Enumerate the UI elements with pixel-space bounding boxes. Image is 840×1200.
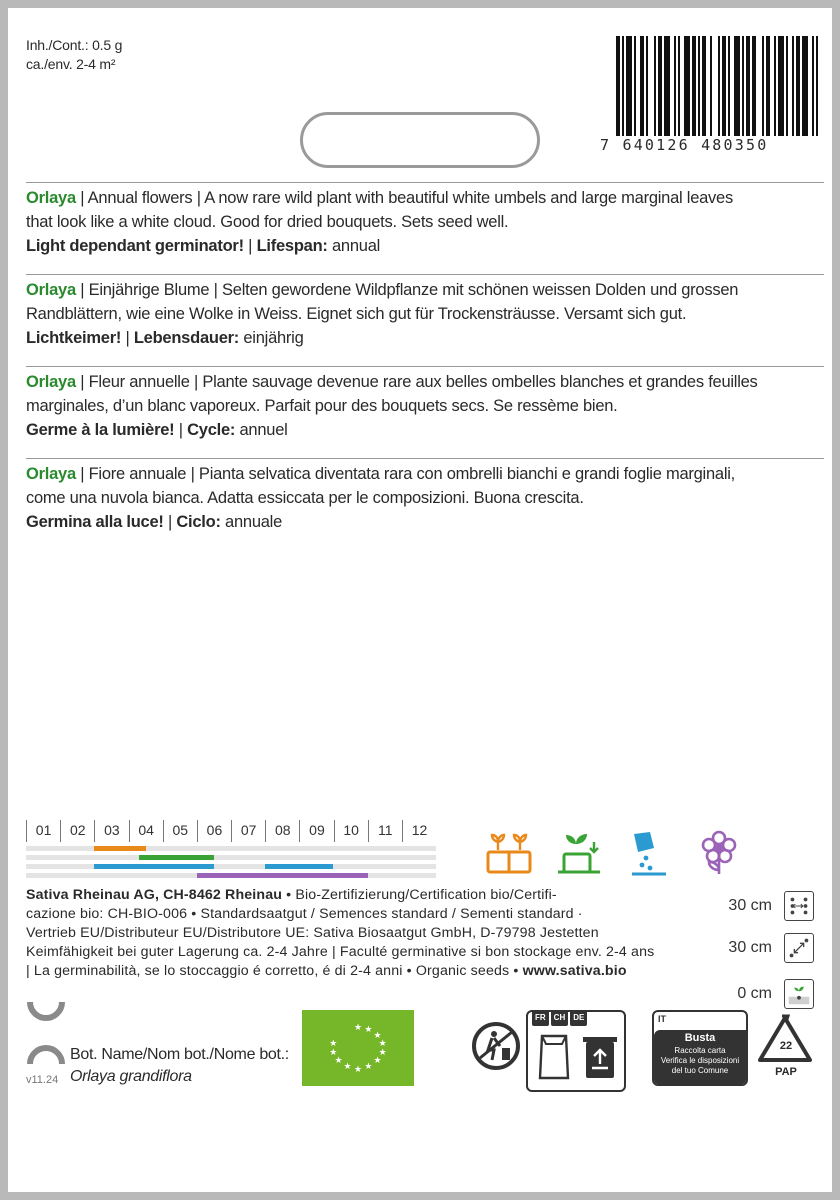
barcode-bar [718,36,720,136]
company-name: Sativa Rheinau AG, CH-8462 Rheinau [26,887,283,903]
month-09: 09 [299,820,333,842]
barcode-bar [684,36,690,136]
barcode-bar [654,36,656,136]
eu-star: ★ [329,1047,338,1057]
website-link[interactable]: www.sativa.bio [522,963,627,979]
barcode-bar [728,36,730,136]
italy-code: IT [658,1014,666,1024]
hang-hole [300,112,540,168]
contents-area: ca./env. 2-4 m² [26,56,116,72]
botanical-name [70,1044,289,1088]
barcode-bar [626,36,632,136]
section-divider [26,274,824,275]
country-tab: CH [551,1012,569,1026]
separator: | [163,513,177,531]
month-03: 03 [94,820,128,842]
recycle-bin-icon [580,1032,620,1082]
month-06: 06 [197,820,231,842]
tidyman-recycle-icon [470,1018,522,1074]
barcode-bar [766,36,770,136]
plant-spacing [684,930,814,966]
plant-spacing-value: 30 cm [728,939,772,956]
italy-disposal-box [652,1010,748,1086]
description-block [26,278,824,350]
busta-label [654,1030,746,1086]
barcode-bar [734,36,740,136]
flower-icon [694,828,744,878]
separator: | [121,329,134,347]
germination-text: Keimfähigkeit bei guter Lagerung ca. 2-4 Jahre | Faculté germinative si bon stockage env. 2-4 ans [26,944,655,960]
germination-label: Germe à la lumière! [26,421,175,439]
eu-star: ★ [334,1055,343,1065]
section-divider [26,458,824,459]
section-divider [26,366,824,367]
country-disposal-box [526,1010,626,1092]
description-line-1: | Fiore annuale | Pianta selvatica diventata rara con ombrelli bianchi e grandi foglie marginali, [75,465,735,483]
moon-waning-icon [26,1038,66,1066]
botanical-name-label: Bot. Name/Nom bot./Nome bot.: [70,1046,289,1063]
contents-weight: Inh./Cont.: 0.5 g [26,37,123,53]
calendar-bar [265,864,333,869]
eu-star: ★ [373,1030,382,1040]
barcode-bar [646,36,648,136]
separator: | [174,421,188,439]
country-tab: FR [532,1012,549,1026]
month-07: 07 [231,820,265,842]
sowing-depth-icon [784,979,814,1009]
paper-bag-icon [536,1032,572,1082]
barcode-bar [774,36,776,136]
barcode-bar [698,36,700,136]
barcode-bar [722,36,726,136]
section-divider [26,182,824,183]
description-line-1: | Annual flowers | A now rare wild plant with beautiful white umbels and large marginal leaves [75,189,733,207]
eu-star: ★ [353,1064,363,1074]
barcode-bar [762,36,764,136]
description-line-2: that look like a white cloud. Good for dried bouquets. Sets seed well. [26,213,509,231]
distributor-text: Vertrieb EU/Distributeur EU/Distributore UE: Sativa Biosaatgut GmbH, D-79798 Jestetten [26,925,599,941]
plant-name: Orlaya [26,373,76,391]
barcode-bar [710,36,712,136]
barcode-bar [796,36,800,136]
barcode-bar [786,36,788,136]
eu-star: ★ [343,1061,352,1071]
lifespan-label: Lebensdauer: [133,329,240,347]
calendar-bar [94,864,214,869]
seed-tray-icon [484,828,534,878]
barcode-bar [812,36,814,136]
description-line-2: marginales, d’un blanc vaporeux. Parfait pour des bouquets secs. Se ressème bien. [26,397,618,415]
plant-spacing-icon [784,933,814,963]
month-01: 01 [26,820,60,842]
barcode-bar [664,36,670,136]
month-02: 02 [60,820,94,842]
eu-star: ★ [329,1038,338,1048]
month-11: 11 [368,820,402,842]
eu-star: ★ [378,1047,387,1057]
germination-label: Germina alla luce! [26,513,164,531]
month-05: 05 [163,820,197,842]
description-line-1: | Fleur annuelle | Plante sauvage devenue rare aux belles ombelles blanches et grandes feuilles [75,373,758,391]
botanical-name-latin: Orlaya grandiflora [70,1068,192,1085]
lifespan-value: annuale [220,513,283,531]
busta-title: Busta [684,1032,716,1044]
barcode-bar [792,36,794,136]
lifespan-label: Ciclo: [176,513,221,531]
barcode-bar [678,36,680,136]
plant-name: Orlaya [26,281,76,299]
lifespan-label: Cycle: [187,421,236,439]
moon-waxing-icon [26,1000,66,1028]
barcode-bar [746,36,750,136]
germination-text-it: | La germinabilità, se lo stoccaggio é corretto, é di 2-4 anni • Organic seeds • [26,963,523,979]
description-line-2: come una nuvola bianca. Adatta essiccata per le composizioni. Buona crescita. [26,489,584,507]
row-spacing-value: 30 cm [728,897,772,914]
busta-line-1: Raccolta carta [674,1046,726,1055]
recycle-code: 22 [779,1040,793,1052]
eu-star: ★ [373,1055,382,1065]
sowing-depth [684,976,814,1012]
transplant-icon [554,828,604,878]
sowing-calendar [26,820,436,886]
lifespan-value: annuel [235,421,288,439]
direct-sow-icon [624,828,674,878]
eu-star: ★ [353,1022,363,1032]
month-08: 08 [265,820,299,842]
plant-name: Orlaya [26,189,76,207]
seed-packet-back [8,8,832,1192]
sowing-depth-value: 0 cm [737,985,772,1002]
certification-code: cazione bio: CH-BIO-006 • Standardsaatgut / Semences standard / Sementi standard · [26,906,583,922]
eu-star: ★ [364,1024,373,1034]
germination-label: Lichtkeimer! [26,329,122,347]
barcode-bar [802,36,808,136]
busta-line-3: del tuo Comune [671,1066,729,1075]
row-spacing-icon [784,891,814,921]
eu-organic-logo [302,1010,414,1086]
eu-star: ★ [378,1038,387,1048]
version-label: v11.24 [26,1074,59,1086]
barcode-bar [742,36,744,136]
month-10: 10 [334,820,368,842]
country-tab: DE [570,1012,587,1026]
eu-star: ★ [364,1061,373,1071]
barcode-bar [640,36,644,136]
lifespan-label: Lifespan: [256,237,328,255]
separator: | [243,237,257,255]
description-block [26,186,824,258]
month-12: 12 [402,820,436,842]
barcode-bar [674,36,676,136]
description-block [26,370,824,442]
barcode-bar [816,36,818,136]
plant-name: Orlaya [26,465,76,483]
barcode-bar [752,36,756,136]
description-line-2: Randblättern, wie eine Wolke in Weiss. Eignet sich gut für Trockensträusse. Versamt sich gut. [26,305,687,323]
month-04: 04 [129,820,163,842]
net-contents [26,36,122,74]
lifespan-value: annual [327,237,381,255]
company-info [26,886,670,981]
barcode-number: 7 640126 480350 [600,136,769,154]
calendar-bar [94,846,145,851]
calendar-row [26,855,436,860]
calendar-row [26,846,436,851]
description-line-1: | Einjährige Blume | Selten gewordene Wildpflanze mit schönen weissen Dolden und grossen [75,281,739,299]
barcode-bar [634,36,636,136]
barcode-bar [622,36,624,136]
barcode-bar [702,36,706,136]
busta-line-2: Verifica le disposizioni [660,1056,740,1065]
barcode-bar [692,36,696,136]
recycle-material: PAP [775,1066,797,1078]
barcode-bar [658,36,662,136]
calendar-bar [197,873,368,878]
lifespan-value: einjährig [239,329,304,347]
barcode [616,36,822,136]
barcode-bar [778,36,784,136]
certification-text: • Bio-Zertifizierung/Certification bio/Certifi- [282,887,557,903]
description-block [26,462,824,534]
calendar-bar [139,855,214,860]
germination-label: Light dependant germinator! [26,237,244,255]
row-spacing [684,888,814,924]
calendar-row [26,864,436,869]
barcode-bar [616,36,620,136]
